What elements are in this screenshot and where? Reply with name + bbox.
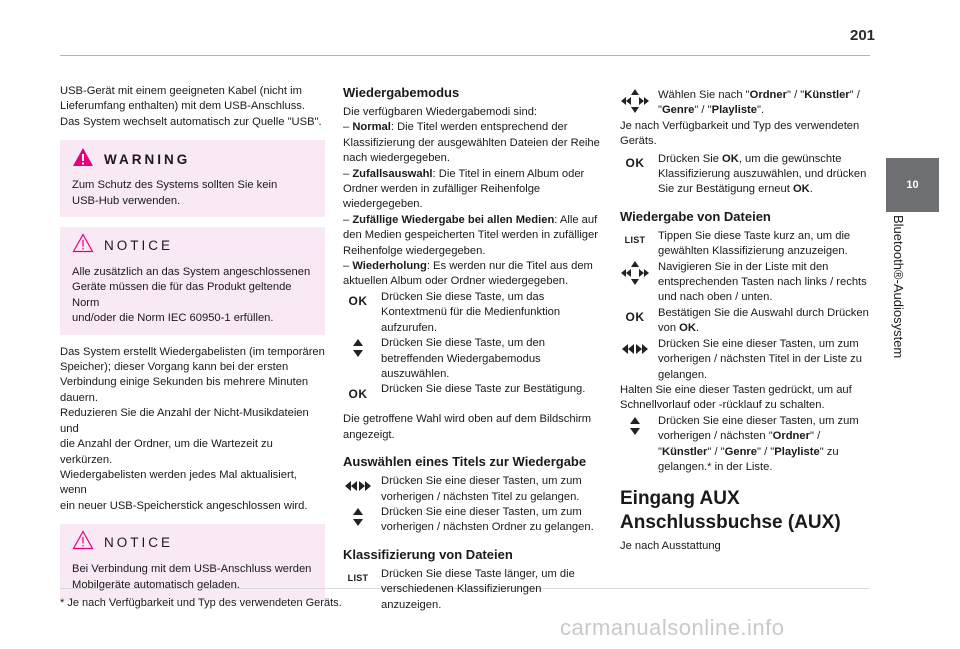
step-row: LIST Tippen Sie diese Taste kurz an, um die gewählten Klassifizierung anzuzeigen. (620, 229, 876, 260)
body-line: Verbindung einige Sekunden bis mehrere Minuten (60, 376, 309, 389)
warning-text: Zum Schutz des Systems sollten Sie kein (72, 179, 278, 192)
body-line: Reduzieren Sie die Anzahl der Nicht-Musikdateien und (60, 407, 309, 435)
notice-text: Mobilgeräte automatisch geladen. (72, 578, 240, 591)
warning-title: WARNING (104, 151, 191, 167)
notice-icon (72, 530, 94, 555)
notice-title: NOTICE (104, 535, 174, 551)
ok-button-icon: OK (625, 155, 645, 170)
header-rule (60, 55, 870, 56)
up-down-arrows-icon (343, 505, 373, 529)
intro-line: Das System wechselt automatisch zur Quelle "USB". (60, 115, 322, 128)
warning-icon (72, 147, 94, 172)
notice-text: und/oder die Norm IEC 60950-1 erfüllen. (72, 312, 274, 325)
body-line: dauern. (60, 391, 98, 404)
column-middle (343, 84, 603, 613)
body-text (60, 345, 325, 514)
watermark: carmanualsonline.info (560, 615, 785, 640)
warning-box (60, 140, 325, 217)
step-row: LIST Drücken Sie diese Taste länger, um die verschiedenen Klassifizierungen anzuzeigen. (343, 567, 603, 613)
page-number: 201 (850, 27, 876, 44)
modes-intro: Die verfügbaren Wiedergabemodi sind: (343, 106, 538, 118)
heading-select-track: Auswählen eines Titels zur Wiedergabe (343, 454, 587, 470)
body-line: die Anzahl der Ordner, um die Wartezeit zu verkürzen. (60, 438, 273, 466)
after-steps-text: Die getroffene Wahl wird oben auf dem Bildschirm angezeigt. (343, 413, 592, 441)
chapter-title: Bluetooth®-Audiosystem (891, 215, 906, 359)
four-way-arrows-icon (620, 88, 650, 114)
heading-file-playback: Wiedergabe von Dateien (620, 208, 771, 224)
list-button-icon: LIST (347, 573, 369, 584)
body-line: ein neuer USB-Speicherstick angeschlossen wird. (60, 499, 308, 512)
step-row: OK Drücken Sie OK, um die gewünschte Klassifizierung auszuwählen, und drücken Sie zur Bestätigung erneut OK. (620, 152, 876, 198)
ok-button-icon: OK (625, 310, 645, 325)
step-row: Navigieren Sie in der Liste mit den entsprechenden Tasten nach links / rechts und nach oben / unten. (620, 260, 876, 306)
mode-item: – Wiederholung: Es werden nur die Titel aus dem aktuellen Album oder Ordner wiedergegeben. (343, 260, 593, 288)
up-down-arrows-icon (620, 414, 650, 438)
hold-text: Halten Sie eine dieser Tasten gedrückt, um auf Schnellvorlauf oder -rücklauf zu schalten. (620, 383, 852, 412)
intro-line: Lieferumfang enthalten) mit dem USB-Anschluss. (60, 100, 305, 113)
column-right (620, 88, 876, 555)
step-row: Drücken Sie eine dieser Tasten, um zum vorherigen / nächsten Titel in der Liste zu gelangen. (620, 337, 876, 383)
step-row: OK Drücken Sie diese Taste, um das Kontextmenü für die Medienfunktion aufzurufen. (343, 290, 603, 336)
step-row: Drücken Sie diese Taste, um den betreffenden Wiedergabemodus auszuwählen. (343, 336, 603, 382)
notice-icon (72, 233, 94, 258)
up-down-arrows-icon (343, 336, 373, 360)
mode-item: – Zufällige Wiedergabe bei allen Medien: Alle auf den Medien gespeicherten Titel werden in zufälliger Reihenfolge wiedergegeben. (343, 213, 598, 257)
chapter-title-vertical (886, 215, 910, 395)
availability-note: Je nach Verfügbarkeit und Typ des verwendeten Geräts. (620, 119, 860, 148)
notice-title: NOTICE (104, 238, 174, 254)
step-row: Drücken Sie eine dieser Tasten, um zum vorherigen / nächsten Titel zu gelangen. (343, 474, 603, 505)
body-line: Speicher); dieser Vorgang kann bei der ersten (60, 361, 289, 374)
aux-note: Je nach Ausstattung (620, 540, 721, 553)
body-line: Wiedergabelisten werden jedes Mal aktualisiert, wenn (60, 468, 297, 497)
notice-box (60, 227, 325, 335)
list-button-icon: LIST (624, 235, 646, 246)
step-row: Wählen Sie nach "Ordner" / "Künstler" / "Genre" / "Playliste". (620, 88, 876, 119)
notice-text: Bei Verbindung mit dem USB-Anschluss werden (72, 563, 312, 576)
chapter-number-tab[interactable]: 10 (886, 158, 939, 212)
body-line: Das System erstellt Wiedergabelisten (im temporären (60, 345, 325, 358)
notice-text: Alle zusätzlich an das System angeschlossenen (72, 266, 311, 279)
notice-box (60, 524, 325, 601)
prev-next-arrows-icon (620, 337, 650, 361)
heading-file-classification: Klassifizierung von Dateien (343, 546, 513, 562)
prev-next-arrows-icon (343, 474, 373, 498)
step-row: OK Bestätigen Sie die Auswahl durch Drücken von OK. (620, 306, 876, 337)
mode-item: – Zufallsauswahl: Die Titel in einem Album oder Ordner werden in zufälliger Reihenfolge wiedergegeben. (343, 167, 585, 211)
step-row: OK Drücken Sie diese Taste zur Bestätigung. (343, 382, 603, 406)
mode-item: – Normal: Die Titel werden entsprechend der Klassifizierung der ausgewählten Dateien der Reihe nach wiedergegeben. (343, 121, 600, 165)
four-way-arrows-icon (620, 260, 650, 286)
heading-playback-mode: Wiedergabemodus (343, 85, 460, 100)
warning-text: USB-Hub verwenden. (72, 194, 181, 207)
footnote: * Je nach Verfügbarkeit und Typ des verwendeten Geräts. (60, 597, 342, 609)
ok-button-icon: OK (348, 294, 368, 309)
column-left (60, 84, 325, 609)
step-row: Drücken Sie eine dieser Tasten, um zum vorherigen / nächsten "Ordner" / "Künstler" / "Genre" / "Playliste" zu gelangen.* in der Liste. (620, 414, 876, 476)
heading-aux-input: Eingang AUX Anschlussbuchse (AUX) (620, 488, 841, 534)
step-row: Drücken Sie eine dieser Tasten, um zum vorherigen / nächsten Ordner zu gelangen. (343, 505, 603, 536)
ok-button-icon: OK (348, 386, 368, 401)
intro-line: USB-Gerät mit einem geeigneten Kabel (nicht im (60, 85, 302, 97)
notice-text: Geräte müssen die für das Produkt geltende Norm (72, 281, 292, 309)
